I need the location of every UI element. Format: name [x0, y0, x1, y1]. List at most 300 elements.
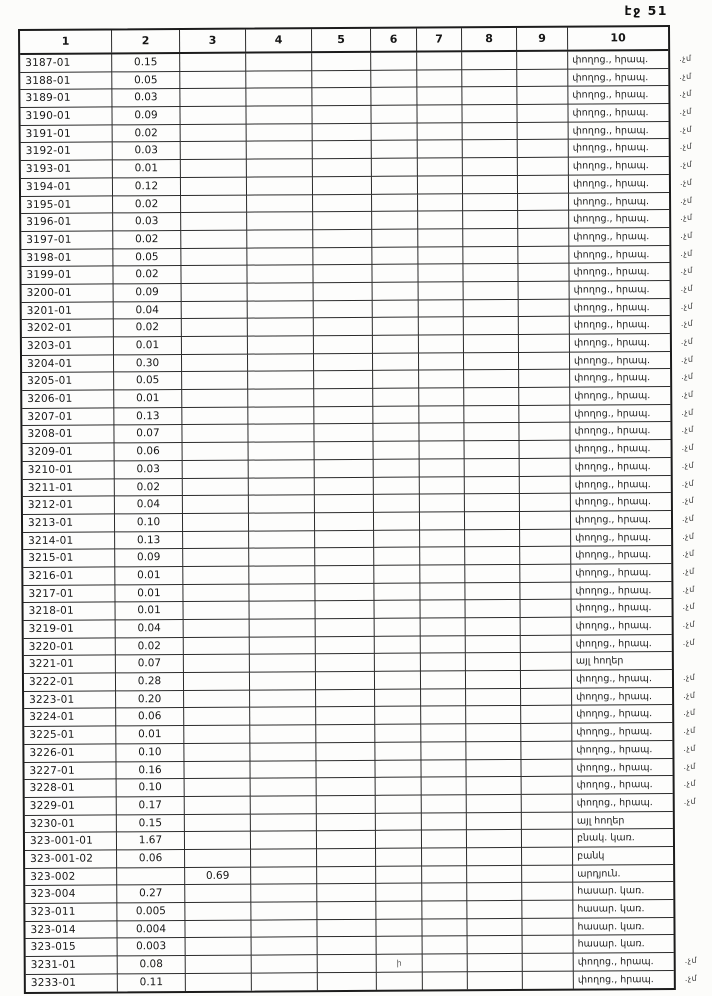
- cell-col3: [184, 602, 250, 620]
- handwritten-margin-note: .չմ: [682, 672, 696, 683]
- cell-col9: [521, 653, 572, 671]
- cell-landuse: փողոց., հրապ.: [570, 334, 670, 352]
- cell-col7: [420, 477, 465, 495]
- cell-col5: [316, 690, 375, 708]
- cell-col7: [418, 123, 463, 141]
- cell-landuse: փողոց., հրապ.: [570, 405, 670, 423]
- cell-col7: [419, 282, 464, 300]
- cell-col5: [315, 548, 374, 566]
- cell-col6: [375, 654, 421, 672]
- handwritten-margin-note: .չմ: [683, 725, 696, 736]
- cell-landuse: փողոց., հրապ.: [569, 193, 669, 211]
- cell-code: 3210-01: [23, 461, 115, 479]
- cell-area: 0.01: [114, 337, 182, 355]
- cell-col4: [251, 920, 317, 938]
- cell-col6: [373, 406, 419, 424]
- cell-col9: [521, 688, 572, 706]
- cell-area: 0.20: [116, 691, 184, 709]
- handwritten-margin-note: .չմ: [680, 336, 694, 346]
- cell-landuse: փողոց., հրապ.: [568, 51, 668, 69]
- cell-area: 0.12: [113, 178, 181, 196]
- cell-code: 3198-01: [21, 249, 113, 267]
- cell-landuse: փողոց., հրապ.: [571, 529, 671, 547]
- cell-col6: [373, 336, 419, 354]
- cell-col3: [181, 124, 247, 142]
- cell-col3: [183, 460, 249, 478]
- cell-area: 0.09: [114, 284, 182, 302]
- cell-col8: [463, 264, 518, 282]
- cell-col8: [465, 547, 520, 565]
- cell-col6: [376, 795, 422, 813]
- column-header-8: 8: [462, 28, 517, 50]
- cell-col9: [518, 211, 569, 229]
- cell-code: 3189-01: [20, 90, 112, 108]
- handwritten-margin-note: .չմ: [679, 124, 693, 134]
- cell-code: 3215-01: [23, 550, 115, 568]
- handwritten-margin-note: .չմ: [682, 602, 695, 612]
- cell-col7: [421, 618, 466, 636]
- cell-col9: [520, 582, 571, 600]
- cell-landuse: փողոց., հրապ.: [569, 139, 669, 157]
- cell-col3: [185, 850, 251, 868]
- cell-col4: [250, 672, 316, 690]
- cell-landuse: փողոց., հրապ.: [570, 281, 670, 299]
- cell-col9: [522, 883, 573, 901]
- cell-landuse: փողոց., հրապ.: [569, 175, 669, 193]
- cell-area: 0.01: [115, 567, 183, 585]
- cell-landuse: փողոց., հրապ.: [570, 316, 670, 334]
- cell-landuse: փողոց., հրապ.: [572, 635, 672, 653]
- cell-area: 0.02: [116, 638, 184, 656]
- cell-col8: [466, 653, 521, 671]
- cell-col9: [522, 901, 573, 919]
- cell-col7: [420, 494, 465, 512]
- cell-col3: [183, 584, 249, 602]
- cell-col6: [374, 530, 420, 548]
- cell-col4: [251, 867, 317, 885]
- cell-col8: [467, 901, 522, 919]
- cell-col7: [421, 689, 466, 707]
- cell-area: 0.06: [117, 850, 185, 868]
- cell-col8: [463, 158, 518, 176]
- cell-col3: [182, 284, 248, 302]
- cell-col6: [372, 212, 418, 230]
- cell-col8: [467, 848, 522, 866]
- cell-col8: [468, 972, 523, 990]
- cell-col9: [517, 105, 568, 123]
- cell-col8: [467, 777, 522, 795]
- cell-col9: [521, 635, 572, 653]
- cell-col9: [518, 264, 569, 282]
- cell-code: 3197-01: [21, 231, 113, 249]
- handwritten-margin-note: .չմ: [681, 460, 695, 470]
- cell-col3: [182, 337, 248, 355]
- cell-area: 0.05: [114, 372, 182, 390]
- cell-col8: [467, 919, 522, 937]
- cell-col4: [251, 814, 317, 832]
- cell-code: 323-001-01: [25, 833, 117, 851]
- cell-col8: [464, 370, 519, 388]
- cell-col4: [246, 89, 312, 107]
- cell-col9: [520, 529, 571, 547]
- cell-col4: [248, 354, 314, 372]
- cell-code: 3233-01: [26, 974, 118, 992]
- cell-col6: [376, 813, 422, 831]
- cell-col4: [248, 389, 314, 407]
- cell-col3: [184, 690, 250, 708]
- cell-col8: [465, 583, 520, 601]
- cell-col6: [372, 247, 418, 265]
- cell-col5: [315, 583, 374, 601]
- cell-col8: [468, 954, 523, 972]
- cell-col3: [182, 301, 248, 319]
- cell-col6: [375, 725, 421, 743]
- cell-landuse: փողոց., հրապ.: [569, 228, 669, 246]
- cell-col4: [247, 212, 313, 230]
- cell-landuse: փողոց., հրապ.: [571, 511, 671, 529]
- cell-col8: [464, 300, 519, 318]
- cell-col7: [419, 371, 464, 389]
- cell-col9: [523, 954, 574, 972]
- cell-col5: [313, 194, 372, 212]
- table-row: [26, 971, 698, 993]
- cell-col9: [522, 812, 573, 830]
- cell-col8: [465, 512, 520, 530]
- cell-col6: [377, 972, 423, 990]
- cell-col8: [463, 140, 518, 158]
- cell-col8: [463, 229, 518, 247]
- cell-area: 0.005: [117, 903, 185, 921]
- cell-col8: [466, 636, 521, 654]
- handwritten-margin-note: .չմ: [679, 53, 692, 63]
- cell-area: 0.01: [114, 390, 182, 408]
- cell-area: 0.13: [115, 532, 183, 550]
- cell-col9: [520, 441, 571, 459]
- cell-col5: [314, 318, 373, 336]
- cell-area: 0.02: [113, 196, 181, 214]
- cell-col3: [186, 956, 252, 974]
- cell-col9: [520, 565, 571, 583]
- cell-code: 323-002: [25, 868, 117, 886]
- cell-col5: [313, 265, 372, 283]
- cell-col9: [520, 547, 571, 565]
- cell-col4: [250, 725, 316, 743]
- cell-code: 3220-01: [24, 638, 116, 656]
- cell-col8: [466, 706, 521, 724]
- cell-col8: [464, 406, 519, 424]
- cell-col6: [376, 919, 422, 937]
- cell-col5: [318, 973, 377, 991]
- cell-col8: [464, 388, 519, 406]
- cell-col3: [180, 71, 246, 89]
- cell-col5: [313, 177, 372, 195]
- cell-col5: [315, 530, 374, 548]
- cell-col7: [420, 512, 465, 530]
- cell-area: 0.01: [115, 585, 183, 603]
- cell-landuse: փողոց., հրապ.: [573, 794, 673, 812]
- cell-col8: [466, 618, 521, 636]
- cell-col7: [422, 831, 467, 849]
- cell-col3: [185, 832, 251, 850]
- cell-col9: [517, 52, 568, 70]
- cell-col8: [464, 317, 519, 335]
- cell-col8: [463, 193, 518, 211]
- cell-col6: [376, 884, 422, 902]
- cell-area: 0.01: [113, 160, 181, 178]
- cell-col6: ի: [377, 955, 423, 973]
- cell-col8: [464, 282, 519, 300]
- cell-code: 3190-01: [20, 107, 112, 125]
- cell-code: 3204-01: [22, 355, 114, 373]
- cell-col7: [422, 919, 467, 937]
- cell-col4: [248, 283, 314, 301]
- cell-code: 323-001-02: [25, 850, 117, 868]
- cell-col5: [318, 937, 377, 955]
- cell-area: 0.08: [118, 956, 186, 974]
- cell-col6: [376, 778, 422, 796]
- cell-area: 0.09: [112, 107, 180, 125]
- cell-area: 0.16: [116, 761, 184, 779]
- cell-area: 0.03: [113, 213, 181, 231]
- handwritten-margin-note: .չմ: [683, 761, 696, 771]
- cell-col4: [247, 195, 313, 213]
- handwritten-margin-note: .չմ: [681, 443, 694, 453]
- cell-landuse: փողոց., հրապ.: [571, 440, 671, 458]
- cell-col4: [249, 460, 315, 478]
- cell-col8: [464, 353, 519, 371]
- column-header-10: 10: [610, 31, 626, 45]
- cell-col4: [249, 566, 315, 584]
- cell-code: 3218-01: [24, 603, 116, 621]
- cell-col5: [312, 106, 371, 124]
- cell-landuse: փողոց., հրապ.: [569, 246, 669, 264]
- cell-area: 0.28: [116, 673, 184, 691]
- handwritten-margin-note: .չմ: [681, 478, 695, 488]
- cell-col9: [521, 741, 572, 759]
- cell-col5: [317, 902, 376, 920]
- cell-col7: [422, 795, 467, 813]
- cell-col6: [371, 53, 417, 71]
- cell-col5: [314, 336, 373, 354]
- handwritten-margin-note: .չմ: [680, 195, 693, 205]
- cell-landuse: փողոց., հրապ.: [572, 741, 672, 759]
- column-header-4: 4: [246, 29, 312, 51]
- handwritten-margin-note: .չմ: [681, 372, 694, 382]
- cell-landuse: փողոց., հրապ.: [568, 86, 668, 104]
- cell-col6: [371, 70, 417, 88]
- cell-landuse: բնակ. կառ.: [573, 829, 673, 847]
- handwritten-margin-note: .չմ: [680, 248, 693, 258]
- cell-col8: [465, 441, 520, 459]
- cell-col7: [422, 777, 467, 795]
- cell-col5: [317, 849, 376, 867]
- cell-landuse: փողոց., հրապ.: [571, 582, 671, 600]
- cell-col8: [462, 87, 517, 105]
- cell-col7: [419, 424, 464, 442]
- cell-area: 0.02: [113, 125, 181, 143]
- cell-col3: [181, 213, 247, 231]
- cell-col7: [422, 848, 467, 866]
- cell-col7: [422, 884, 467, 902]
- cell-code: 3193-01: [21, 161, 113, 179]
- cell-landuse: փողոց., հրապ.: [571, 546, 671, 564]
- cell-col9: [517, 87, 568, 105]
- cell-area: 0.04: [115, 496, 183, 514]
- cell-code: 3226-01: [24, 744, 116, 762]
- cell-area: 0.07: [114, 425, 182, 443]
- cell-col9: [518, 229, 569, 247]
- cell-col7: [418, 229, 463, 247]
- cell-col7: [417, 70, 462, 88]
- cell-col6: [375, 619, 421, 637]
- handwritten-margin-note: .չմ: [681, 513, 695, 523]
- handwritten-margin-note: .չմ: [681, 425, 694, 435]
- cell-col6: [373, 424, 419, 442]
- cell-code: 3207-01: [22, 408, 114, 426]
- cell-col7: [423, 937, 468, 955]
- cell-area: 0.004: [117, 921, 185, 939]
- cell-code: 3213-01: [23, 514, 115, 532]
- cell-col6: [373, 389, 419, 407]
- cell-col7: [421, 760, 466, 778]
- cell-landuse: բանկ: [573, 847, 673, 865]
- cell-code: 3229-01: [25, 797, 117, 815]
- handwritten-margin-note: .չմ: [681, 389, 694, 400]
- cell-col7: [419, 300, 464, 318]
- cell-code: 323-004: [25, 886, 117, 904]
- cell-code: 3192-01: [21, 143, 113, 161]
- cell-col3: [185, 903, 251, 921]
- cell-col7: [421, 742, 466, 760]
- cell-landuse: փողոց., հրապ.: [571, 476, 671, 494]
- cell-code: 3203-01: [22, 337, 114, 355]
- column-header-1: 1: [20, 30, 112, 53]
- cell-col6: [375, 760, 421, 778]
- cell-col5: [315, 513, 374, 531]
- cell-code: 3212-01: [23, 497, 115, 515]
- cell-col3: [183, 478, 249, 496]
- cell-col3: [184, 726, 250, 744]
- cell-col4: [252, 973, 318, 991]
- cell-col4: [247, 265, 313, 283]
- cell-code: 3206-01: [22, 390, 114, 408]
- cell-col4: [249, 584, 315, 602]
- cell-col6: [375, 689, 421, 707]
- cell-col6: [373, 353, 419, 371]
- handwritten-margin-note: .չմ: [679, 142, 693, 152]
- cell-col5: [317, 866, 376, 884]
- cell-col5: [317, 920, 376, 938]
- cell-col5: [315, 495, 374, 513]
- cell-col5: [312, 71, 371, 89]
- cell-col6: [375, 742, 421, 760]
- cell-col7: [418, 141, 463, 159]
- cell-col4: [251, 902, 317, 920]
- handwritten-margin-note: .չմ: [683, 796, 697, 806]
- cell-col5: [317, 778, 376, 796]
- cell-code: 3228-01: [25, 780, 117, 798]
- cell-col5: [316, 619, 375, 637]
- cell-landuse: փողոց., հրապ.: [568, 104, 668, 122]
- cell-col5: [313, 247, 372, 265]
- cell-col4: [247, 159, 313, 177]
- cell-col8: [467, 830, 522, 848]
- column-header-9: 9: [517, 28, 568, 50]
- cell-code: 3201-01: [22, 302, 114, 320]
- cell-col3: [182, 372, 248, 390]
- cell-col9: [518, 140, 569, 158]
- cell-col7: [421, 707, 466, 725]
- cell-col6: [374, 495, 420, 513]
- cell-col8: [467, 795, 522, 813]
- cell-col7: [420, 441, 465, 459]
- cell-col4: [248, 336, 314, 354]
- cell-code: 3227-01: [24, 762, 116, 780]
- cell-col8: [464, 423, 519, 441]
- cell-area: 0.05: [112, 72, 180, 90]
- cell-area: 0.30: [114, 355, 182, 373]
- cell-col3: [180, 89, 246, 107]
- cell-col4: [250, 602, 316, 620]
- cell-code: 3224-01: [24, 709, 116, 727]
- cell-landuse: հասար. կառ.: [573, 882, 673, 900]
- cell-landuse: փողոց., հրապ.: [572, 670, 672, 688]
- cell-col8: [463, 176, 518, 194]
- cell-landuse: փողոց., հրապ.: [572, 617, 672, 635]
- cell-code: 323-011: [25, 903, 117, 921]
- cell-col5: [314, 300, 373, 318]
- cell-col8: [465, 476, 520, 494]
- cell-area: 0.02: [114, 319, 182, 337]
- cell-code: 3222-01: [24, 673, 116, 691]
- cell-area: 0.003: [118, 938, 186, 956]
- cell-col8: [463, 211, 518, 229]
- cell-col4: [248, 319, 314, 337]
- cell-col5: [315, 477, 374, 495]
- cell-col7: [417, 105, 462, 123]
- cell-area: 0.07: [116, 655, 184, 673]
- cell-col4: [246, 106, 312, 124]
- cell-col3: [184, 743, 250, 761]
- cell-col8: [464, 335, 519, 353]
- handwritten-margin-note: .չմ: [680, 283, 693, 293]
- cell-col3: [185, 796, 251, 814]
- cell-landuse: փողոց., հրապ.: [569, 122, 669, 140]
- cell-landuse: հասար. կառ.: [573, 918, 673, 936]
- cell-code: 3187-01: [20, 54, 112, 72]
- cell-col6: [374, 442, 420, 460]
- table-body: [20, 51, 698, 992]
- cell-col7: [423, 972, 468, 990]
- cell-area: 0.09: [115, 549, 183, 567]
- cell-area: 0.13: [114, 408, 182, 426]
- cell-col5: [317, 796, 376, 814]
- cell-landuse: փողոց., հրապ.: [574, 953, 674, 971]
- cell-col4: [249, 531, 315, 549]
- cell-col7: [417, 88, 462, 106]
- cell-col4: [249, 548, 315, 566]
- cell-col9: [519, 299, 570, 317]
- cell-code: 3205-01: [22, 373, 114, 391]
- cell-col4: [250, 637, 316, 655]
- cell-col3: [183, 567, 249, 585]
- cell-col8: [467, 866, 522, 884]
- cell-col8: [466, 742, 521, 760]
- cell-col3: [185, 779, 251, 797]
- cell-area: 0.06: [115, 443, 183, 461]
- cell-code: 3196-01: [21, 214, 113, 232]
- cell-col8: [466, 759, 521, 777]
